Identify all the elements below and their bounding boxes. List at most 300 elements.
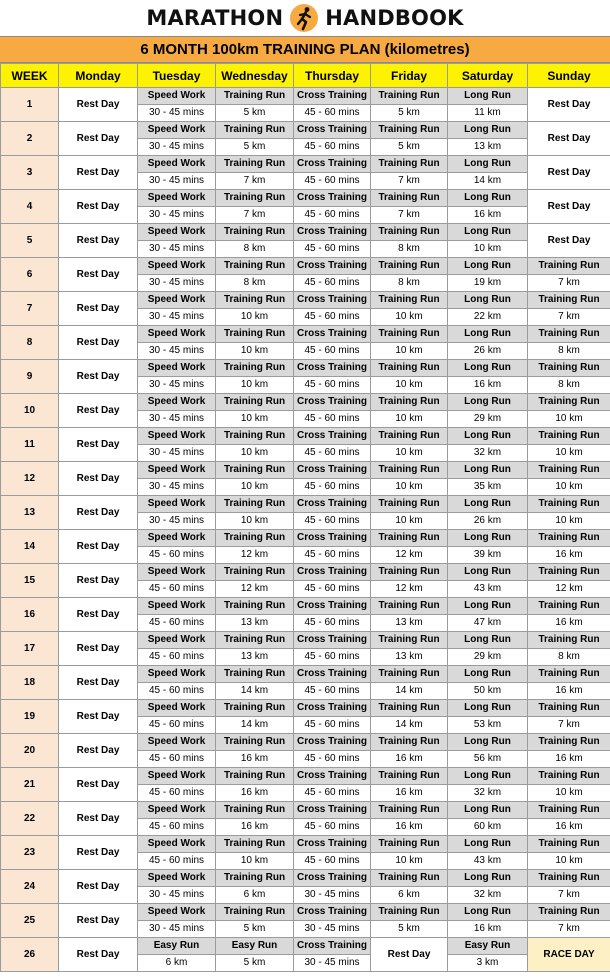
workout-value: 43 km bbox=[448, 581, 528, 598]
column-header-friday: Friday bbox=[371, 64, 448, 88]
workout-value: 43 km bbox=[448, 853, 528, 870]
workout-label: Long Run bbox=[448, 292, 528, 309]
workout-label: Speed Work bbox=[138, 802, 216, 819]
workout-label: Easy Run bbox=[216, 938, 294, 955]
workout-value: 45 - 60 mins bbox=[294, 853, 371, 870]
workout-label: Long Run bbox=[448, 632, 528, 649]
workout-value: 22 km bbox=[448, 309, 528, 326]
monday-rest-day: Rest Day bbox=[59, 598, 138, 632]
workout-label: Speed Work bbox=[138, 88, 216, 105]
week-number: 25 bbox=[1, 904, 59, 938]
workout-value: 47 km bbox=[448, 615, 528, 632]
workout-label: Training Run bbox=[216, 530, 294, 547]
workout-label: Long Run bbox=[448, 598, 528, 615]
workout-value: 7 km bbox=[216, 207, 294, 224]
workout-label: Cross Training bbox=[294, 768, 371, 785]
workout-value: 45 - 60 mins bbox=[294, 785, 371, 802]
workout-label: Training Run bbox=[371, 88, 448, 105]
workout-value: 45 - 60 mins bbox=[294, 683, 371, 700]
workout-label: Training Run bbox=[528, 836, 610, 853]
workout-value: 7 km bbox=[528, 887, 610, 904]
workout-value: 13 km bbox=[371, 615, 448, 632]
workout-value: 8 km bbox=[528, 343, 610, 360]
workout-label: Training Run bbox=[371, 292, 448, 309]
workout-value: 45 - 60 mins bbox=[294, 343, 371, 360]
workout-label: Training Run bbox=[216, 88, 294, 105]
workout-label: Training Run bbox=[528, 496, 610, 513]
week-number: 19 bbox=[1, 700, 59, 734]
workout-value: 45 - 60 mins bbox=[294, 173, 371, 190]
monday-rest-day: Rest Day bbox=[59, 496, 138, 530]
table-header-row bbox=[1, 64, 610, 88]
workout-label: Training Run bbox=[371, 360, 448, 377]
workout-label: Training Run bbox=[216, 802, 294, 819]
workout-value: 10 km bbox=[371, 513, 448, 530]
workout-label: Speed Work bbox=[138, 530, 216, 547]
table-row bbox=[1, 530, 610, 547]
workout-value: 7 km bbox=[371, 173, 448, 190]
workout-label: Cross Training bbox=[294, 598, 371, 615]
workout-value: 7 km bbox=[528, 921, 610, 938]
workout-value: 30 - 45 mins bbox=[294, 955, 371, 972]
workout-label: Training Run bbox=[216, 122, 294, 139]
workout-label: Speed Work bbox=[138, 632, 216, 649]
workout-value: 45 - 60 mins bbox=[294, 513, 371, 530]
workout-value: 30 - 45 mins bbox=[138, 479, 216, 496]
workout-label: Long Run bbox=[448, 836, 528, 853]
workout-label: Training Run bbox=[216, 258, 294, 275]
workout-label: Cross Training bbox=[294, 802, 371, 819]
workout-label: Training Run bbox=[528, 598, 610, 615]
week-number: 11 bbox=[1, 428, 59, 462]
workout-value: 12 km bbox=[216, 581, 294, 598]
column-header-saturday: Saturday bbox=[448, 64, 528, 88]
workout-label: Training Run bbox=[216, 394, 294, 411]
workout-value: 8 km bbox=[528, 649, 610, 666]
workout-label: Long Run bbox=[448, 224, 528, 241]
workout-label: Training Run bbox=[371, 190, 448, 207]
workout-label: Cross Training bbox=[294, 700, 371, 717]
workout-value: 10 km bbox=[371, 445, 448, 462]
column-header-wednesday: Wednesday bbox=[216, 64, 294, 88]
table-row bbox=[1, 224, 610, 241]
workout-label: Training Run bbox=[528, 292, 610, 309]
workout-label: Cross Training bbox=[294, 462, 371, 479]
workout-value: 16 km bbox=[528, 547, 610, 564]
workout-value: 10 km bbox=[448, 241, 528, 258]
workout-value: 56 km bbox=[448, 751, 528, 768]
monday-rest-day: Rest Day bbox=[59, 666, 138, 700]
workout-label: Training Run bbox=[528, 258, 610, 275]
workout-value: 45 - 60 mins bbox=[138, 785, 216, 802]
workout-value: 45 - 60 mins bbox=[138, 717, 216, 734]
workout-label: Training Run bbox=[216, 224, 294, 241]
workout-label: Long Run bbox=[448, 530, 528, 547]
workout-value: 45 - 60 mins bbox=[294, 615, 371, 632]
workout-label: Speed Work bbox=[138, 258, 216, 275]
workout-value: 5 km bbox=[371, 139, 448, 156]
workout-value: 16 km bbox=[216, 785, 294, 802]
workout-label: Training Run bbox=[528, 632, 610, 649]
workout-value: 3 km bbox=[448, 955, 528, 972]
week-number: 18 bbox=[1, 666, 59, 700]
monday-rest-day: Rest Day bbox=[59, 530, 138, 564]
workout-value: 10 km bbox=[216, 513, 294, 530]
workout-value: 45 - 60 mins bbox=[294, 411, 371, 428]
workout-label: Training Run bbox=[528, 428, 610, 445]
table-row bbox=[1, 428, 610, 445]
workout-value: 12 km bbox=[528, 581, 610, 598]
table-row bbox=[1, 496, 610, 513]
week-number: 16 bbox=[1, 598, 59, 632]
table-row bbox=[1, 700, 610, 717]
workout-label: Training Run bbox=[371, 836, 448, 853]
workout-value: 6 km bbox=[216, 887, 294, 904]
logo-word-left: MARATHON bbox=[146, 6, 284, 30]
workout-value: 7 km bbox=[528, 275, 610, 292]
monday-rest-day: Rest Day bbox=[59, 734, 138, 768]
workout-value: 45 - 60 mins bbox=[138, 683, 216, 700]
table-row bbox=[1, 632, 610, 649]
workout-label: Training Run bbox=[216, 564, 294, 581]
monday-rest-day: Rest Day bbox=[59, 88, 138, 122]
workout-value: 30 - 45 mins bbox=[138, 207, 216, 224]
workout-value: 8 km bbox=[216, 275, 294, 292]
workout-value: 13 km bbox=[216, 649, 294, 666]
workout-value: 45 - 60 mins bbox=[294, 547, 371, 564]
workout-value: 10 km bbox=[216, 377, 294, 394]
week-number: 8 bbox=[1, 326, 59, 360]
workout-value: 12 km bbox=[216, 547, 294, 564]
workout-value: 30 - 45 mins bbox=[138, 921, 216, 938]
week-number: 9 bbox=[1, 360, 59, 394]
workout-value: 16 km bbox=[528, 819, 610, 836]
workout-label: Training Run bbox=[216, 598, 294, 615]
workout-label: Cross Training bbox=[294, 870, 371, 887]
workout-value: 45 - 60 mins bbox=[138, 649, 216, 666]
workout-label: Training Run bbox=[371, 122, 448, 139]
table-row bbox=[1, 292, 610, 309]
workout-label: Training Run bbox=[371, 530, 448, 547]
workout-label: Speed Work bbox=[138, 462, 216, 479]
workout-label: Training Run bbox=[528, 666, 610, 683]
workout-value: 5 km bbox=[371, 105, 448, 122]
workout-value: 50 km bbox=[448, 683, 528, 700]
workout-label: Training Run bbox=[371, 632, 448, 649]
workout-value: 16 km bbox=[528, 615, 610, 632]
workout-label: Speed Work bbox=[138, 734, 216, 751]
workout-label: Long Run bbox=[448, 802, 528, 819]
week-number: 4 bbox=[1, 190, 59, 224]
workout-value: 10 km bbox=[528, 445, 610, 462]
workout-value: 14 km bbox=[216, 683, 294, 700]
workout-label: Long Run bbox=[448, 768, 528, 785]
workout-label: Speed Work bbox=[138, 326, 216, 343]
workout-value: 10 km bbox=[371, 309, 448, 326]
workout-label: Training Run bbox=[528, 734, 610, 751]
workout-label: Speed Work bbox=[138, 190, 216, 207]
workout-label: Training Run bbox=[371, 666, 448, 683]
workout-value: 30 - 45 mins bbox=[138, 377, 216, 394]
workout-value: 45 - 60 mins bbox=[138, 819, 216, 836]
workout-value: 13 km bbox=[371, 649, 448, 666]
workout-label: Speed Work bbox=[138, 156, 216, 173]
workout-value: 16 km bbox=[371, 819, 448, 836]
workout-label: Training Run bbox=[371, 870, 448, 887]
week-number: 23 bbox=[1, 836, 59, 870]
workout-value: 5 km bbox=[216, 139, 294, 156]
workout-value: 10 km bbox=[371, 377, 448, 394]
workout-label: Training Run bbox=[216, 462, 294, 479]
workout-value: 32 km bbox=[448, 785, 528, 802]
week-number: 22 bbox=[1, 802, 59, 836]
workout-value: 10 km bbox=[528, 479, 610, 496]
workout-value: 30 - 45 mins bbox=[138, 411, 216, 428]
monday-rest-day: Rest Day bbox=[59, 326, 138, 360]
workout-label: Training Run bbox=[371, 700, 448, 717]
table-row bbox=[1, 870, 610, 887]
workout-value: 8 km bbox=[371, 275, 448, 292]
week-number: 24 bbox=[1, 870, 59, 904]
workout-label: Long Run bbox=[448, 326, 528, 343]
workout-label: Cross Training bbox=[294, 258, 371, 275]
race-day-cell: RACE DAY bbox=[528, 938, 610, 972]
workout-value: 39 km bbox=[448, 547, 528, 564]
monday-rest-day: Rest Day bbox=[59, 224, 138, 258]
monday-rest-day: Rest Day bbox=[59, 564, 138, 598]
workout-label: Cross Training bbox=[294, 428, 371, 445]
workout-value: 10 km bbox=[528, 411, 610, 428]
table-row bbox=[1, 836, 610, 853]
workout-label: Cross Training bbox=[294, 156, 371, 173]
workout-label: Easy Run bbox=[138, 938, 216, 955]
workout-label: Training Run bbox=[216, 360, 294, 377]
workout-value: 13 km bbox=[216, 615, 294, 632]
workout-label: Training Run bbox=[528, 904, 610, 921]
workout-label: Training Run bbox=[528, 360, 610, 377]
workout-label: Training Run bbox=[216, 190, 294, 207]
workout-value: 45 - 60 mins bbox=[294, 581, 371, 598]
week-number: 12 bbox=[1, 462, 59, 496]
workout-value: 45 - 60 mins bbox=[294, 819, 371, 836]
workout-label: Cross Training bbox=[294, 632, 371, 649]
workout-value: 30 - 45 mins bbox=[138, 275, 216, 292]
rest-day-cell: Rest Day bbox=[528, 88, 610, 122]
workout-label: Speed Work bbox=[138, 496, 216, 513]
workout-value: 30 - 45 mins bbox=[138, 309, 216, 326]
workout-label: Training Run bbox=[371, 802, 448, 819]
workout-value: 30 - 45 mins bbox=[138, 887, 216, 904]
workout-label: Speed Work bbox=[138, 666, 216, 683]
week-number: 10 bbox=[1, 394, 59, 428]
workout-value: 30 - 45 mins bbox=[138, 445, 216, 462]
workout-label: Training Run bbox=[216, 666, 294, 683]
workout-value: 45 - 60 mins bbox=[294, 241, 371, 258]
workout-label: Training Run bbox=[371, 156, 448, 173]
column-header-thursday: Thursday bbox=[294, 64, 371, 88]
workout-value: 32 km bbox=[448, 445, 528, 462]
workout-label: Training Run bbox=[528, 564, 610, 581]
workout-label: Training Run bbox=[216, 292, 294, 309]
week-number: 7 bbox=[1, 292, 59, 326]
workout-label: Training Run bbox=[528, 394, 610, 411]
workout-label: Training Run bbox=[371, 904, 448, 921]
workout-value: 16 km bbox=[371, 751, 448, 768]
workout-label: Training Run bbox=[216, 496, 294, 513]
monday-rest-day: Rest Day bbox=[59, 258, 138, 292]
rest-day-cell: Rest Day bbox=[528, 224, 610, 258]
workout-label: Speed Work bbox=[138, 360, 216, 377]
workout-label: Cross Training bbox=[294, 360, 371, 377]
workout-value: 5 km bbox=[216, 921, 294, 938]
column-header-week: WEEK bbox=[1, 64, 59, 88]
workout-value: 10 km bbox=[528, 513, 610, 530]
workout-label: Cross Training bbox=[294, 496, 371, 513]
week-number: 15 bbox=[1, 564, 59, 598]
workout-label: Long Run bbox=[448, 700, 528, 717]
workout-value: 45 - 60 mins bbox=[138, 581, 216, 598]
workout-label: Speed Work bbox=[138, 598, 216, 615]
workout-label: Cross Training bbox=[294, 904, 371, 921]
workout-value: 30 - 45 mins bbox=[138, 105, 216, 122]
monday-rest-day: Rest Day bbox=[59, 938, 138, 972]
workout-label: Long Run bbox=[448, 122, 528, 139]
workout-label: Long Run bbox=[448, 88, 528, 105]
workout-label: Cross Training bbox=[294, 394, 371, 411]
workout-label: Training Run bbox=[216, 700, 294, 717]
table-row bbox=[1, 360, 610, 377]
monday-rest-day: Rest Day bbox=[59, 700, 138, 734]
workout-label: Long Run bbox=[448, 734, 528, 751]
workout-value: 7 km bbox=[371, 207, 448, 224]
workout-label: Training Run bbox=[528, 462, 610, 479]
workout-label: Long Run bbox=[448, 156, 528, 173]
table-row bbox=[1, 904, 610, 921]
workout-value: 16 km bbox=[216, 819, 294, 836]
workout-label: Training Run bbox=[371, 598, 448, 615]
workout-label: Cross Training bbox=[294, 564, 371, 581]
week-number: 13 bbox=[1, 496, 59, 530]
table-row bbox=[1, 768, 610, 785]
monday-rest-day: Rest Day bbox=[59, 156, 138, 190]
workout-value: 7 km bbox=[528, 717, 610, 734]
monday-rest-day: Rest Day bbox=[59, 428, 138, 462]
workout-value: 60 km bbox=[448, 819, 528, 836]
week-number: 20 bbox=[1, 734, 59, 768]
workout-value: 7 km bbox=[528, 309, 610, 326]
table-row bbox=[1, 598, 610, 615]
week-number: 1 bbox=[1, 88, 59, 122]
workout-value: 14 km bbox=[371, 683, 448, 700]
workout-value: 45 - 60 mins bbox=[294, 717, 371, 734]
workout-value: 14 km bbox=[216, 717, 294, 734]
workout-label: Training Run bbox=[371, 564, 448, 581]
workout-label: Cross Training bbox=[294, 530, 371, 547]
workout-label: Speed Work bbox=[138, 122, 216, 139]
workout-label: Cross Training bbox=[294, 122, 371, 139]
workout-value: 12 km bbox=[371, 581, 448, 598]
workout-value: 35 km bbox=[448, 479, 528, 496]
monday-rest-day: Rest Day bbox=[59, 768, 138, 802]
rest-day-cell: Rest Day bbox=[528, 190, 610, 224]
workout-value: 29 km bbox=[448, 411, 528, 428]
workout-label: Training Run bbox=[528, 326, 610, 343]
workout-value: 16 km bbox=[216, 751, 294, 768]
workout-value: 26 km bbox=[448, 513, 528, 530]
workout-value: 30 - 45 mins bbox=[138, 343, 216, 360]
table-row bbox=[1, 326, 610, 343]
workout-value: 45 - 60 mins bbox=[138, 751, 216, 768]
table-row bbox=[1, 938, 610, 955]
workout-label: Speed Work bbox=[138, 836, 216, 853]
workout-value: 30 - 45 mins bbox=[138, 241, 216, 258]
workout-value: 7 km bbox=[216, 173, 294, 190]
plan-title: 6 MONTH 100km TRAINING PLAN (kilometres) bbox=[0, 36, 610, 63]
week-number: 2 bbox=[1, 122, 59, 156]
brand-logo bbox=[0, 0, 610, 36]
workout-value: 45 - 60 mins bbox=[294, 275, 371, 292]
workout-value: 16 km bbox=[371, 785, 448, 802]
workout-label: Speed Work bbox=[138, 870, 216, 887]
workout-value: 10 km bbox=[216, 309, 294, 326]
workout-value: 5 km bbox=[216, 105, 294, 122]
workout-value: 16 km bbox=[528, 683, 610, 700]
table-row bbox=[1, 394, 610, 411]
workout-label: Long Run bbox=[448, 904, 528, 921]
workout-label: Training Run bbox=[216, 632, 294, 649]
column-header-monday: Monday bbox=[59, 64, 138, 88]
workout-label: Speed Work bbox=[138, 768, 216, 785]
workout-value: 30 - 45 mins bbox=[138, 139, 216, 156]
workout-label: Training Run bbox=[528, 802, 610, 819]
workout-label: Long Run bbox=[448, 394, 528, 411]
workout-value: 45 - 60 mins bbox=[294, 309, 371, 326]
workout-value: 45 - 60 mins bbox=[294, 139, 371, 156]
table-row bbox=[1, 190, 610, 207]
workout-value: 6 km bbox=[371, 887, 448, 904]
training-table-body bbox=[1, 64, 610, 972]
monday-rest-day: Rest Day bbox=[59, 394, 138, 428]
workout-value: 10 km bbox=[371, 411, 448, 428]
workout-label: Cross Training bbox=[294, 292, 371, 309]
workout-label: Speed Work bbox=[138, 564, 216, 581]
monday-rest-day: Rest Day bbox=[59, 462, 138, 496]
rest-day-cell: Rest Day bbox=[528, 156, 610, 190]
workout-value: 16 km bbox=[448, 207, 528, 224]
workout-label: Training Run bbox=[216, 870, 294, 887]
workout-value: 45 - 60 mins bbox=[294, 105, 371, 122]
workout-value: 5 km bbox=[216, 955, 294, 972]
logo-word-right: HANDBOOK bbox=[325, 6, 464, 30]
workout-label: Cross Training bbox=[294, 88, 371, 105]
workout-label: Training Run bbox=[371, 326, 448, 343]
workout-value: 10 km bbox=[528, 785, 610, 802]
workout-value: 10 km bbox=[216, 411, 294, 428]
table-row bbox=[1, 564, 610, 581]
workout-label: Speed Work bbox=[138, 428, 216, 445]
workout-label: Cross Training bbox=[294, 836, 371, 853]
workout-value: 45 - 60 mins bbox=[138, 615, 216, 632]
column-header-tuesday: Tuesday bbox=[138, 64, 216, 88]
workout-label: Speed Work bbox=[138, 904, 216, 921]
week-number: 6 bbox=[1, 258, 59, 292]
workout-value: 30 - 45 mins bbox=[294, 921, 371, 938]
workout-label: Cross Training bbox=[294, 938, 371, 955]
workout-value: 53 km bbox=[448, 717, 528, 734]
week-number: 5 bbox=[1, 224, 59, 258]
workout-value: 30 - 45 mins bbox=[294, 887, 371, 904]
workout-value: 14 km bbox=[448, 173, 528, 190]
